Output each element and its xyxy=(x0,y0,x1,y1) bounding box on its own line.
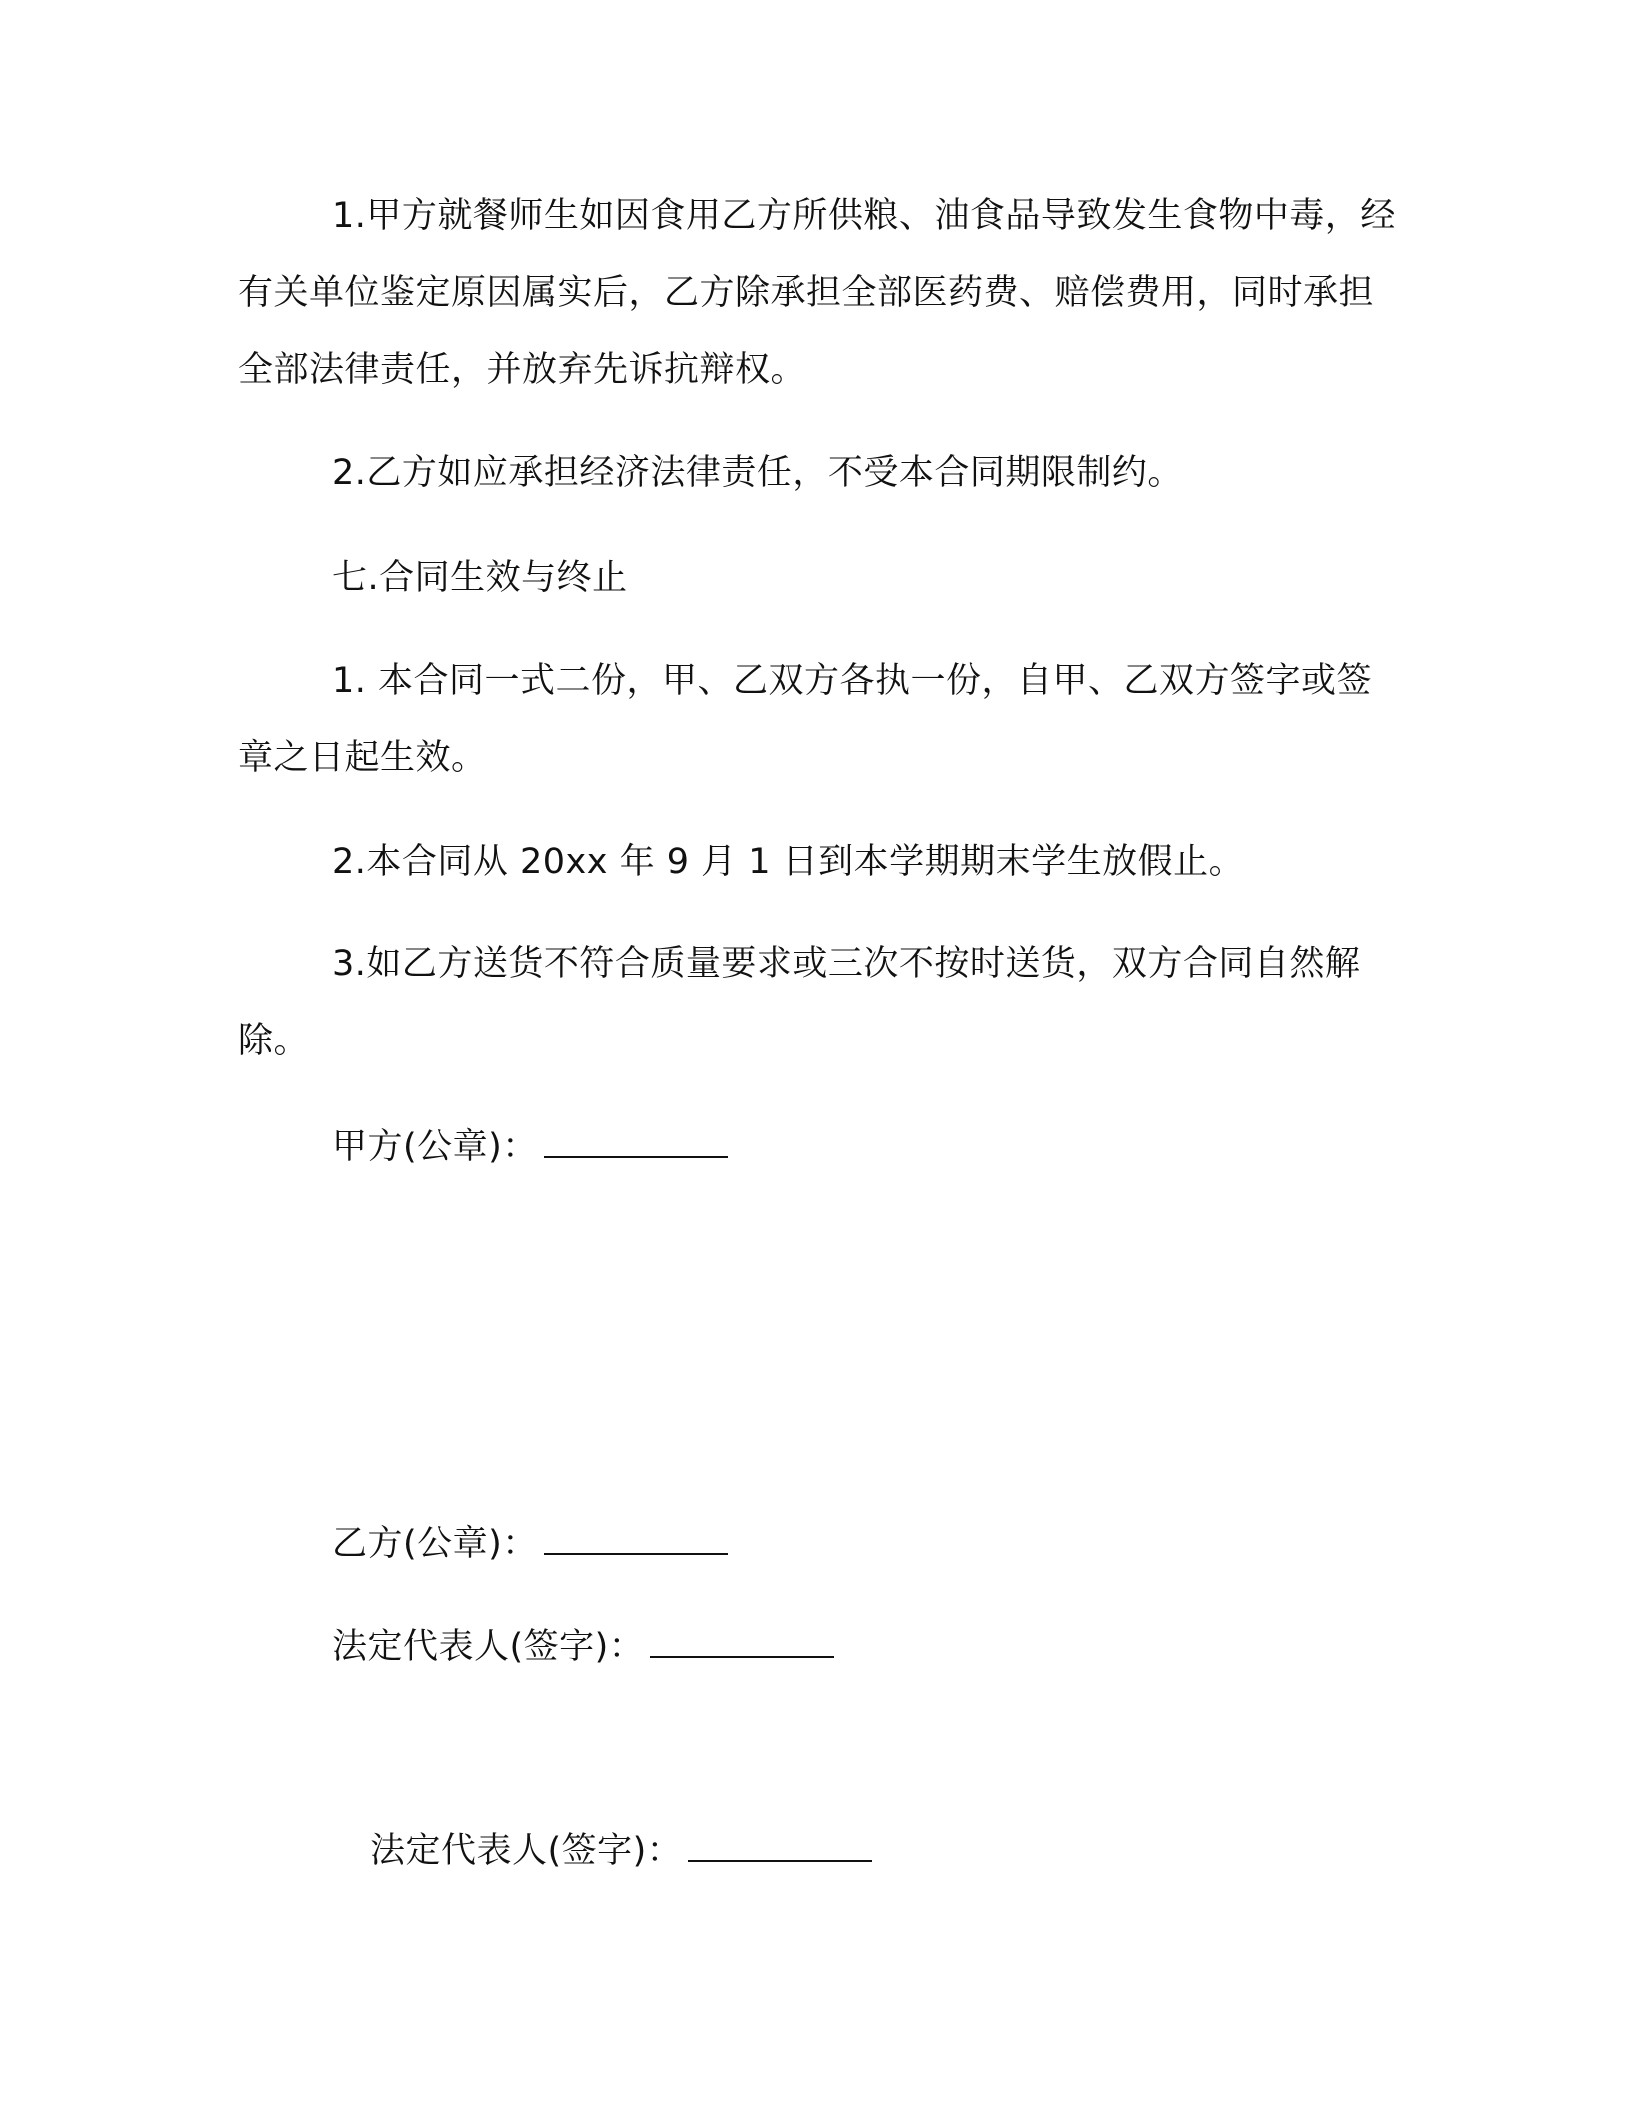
party-a-seal-blank[interactable] xyxy=(544,1126,728,1158)
party-b-seal-label: 乙方(公章)： xyxy=(332,1524,538,1564)
party-a-seal-label: 甲方(公章)： xyxy=(332,1127,538,1167)
clause-food-poisoning: 1.甲方就餐师生如因食用乙方所供粮、油食品导致发生食物中毒，经有关单位鉴定原因属实后，乙方除承担全部医药费、赔偿费用，同时承担全部法律责任，并放弃先诉抗辩权。 xyxy=(238,196,1396,390)
legal-rep-label-1: 法定代表人(签字)： xyxy=(332,1627,645,1667)
term-duration: 2.本合同从 20xx 年 9 月 1 日到本学期期末学生放假止。 xyxy=(332,842,1245,882)
legal-rep-signature-line-2 xyxy=(370,1826,872,1876)
party-b-seal-blank[interactable] xyxy=(544,1523,728,1555)
clause-liability-term: 2.乙方如应承担经济法律责任，不受本合同期限制约。 xyxy=(332,453,1183,493)
party-b-signature-line xyxy=(332,1519,728,1569)
term-termination: 3.如乙方送货不符合质量要求或三次不按时送货，双方合同自然解除。 xyxy=(238,944,1361,1061)
legal-rep-blank-2[interactable] xyxy=(688,1830,872,1862)
section-heading-effect-termination: 七.合同生效与终止 xyxy=(332,558,628,598)
legal-rep-signature-line-1 xyxy=(332,1622,834,1672)
legal-rep-blank-1[interactable] xyxy=(650,1626,834,1658)
legal-rep-label-2: 法定代表人(签字)： xyxy=(370,1831,683,1871)
term-copies-effective: 1. 本合同一式二份，甲、乙双方各执一份，自甲、乙双方签字或签章之日起生效。 xyxy=(238,661,1373,778)
party-a-signature-line xyxy=(332,1122,728,1172)
